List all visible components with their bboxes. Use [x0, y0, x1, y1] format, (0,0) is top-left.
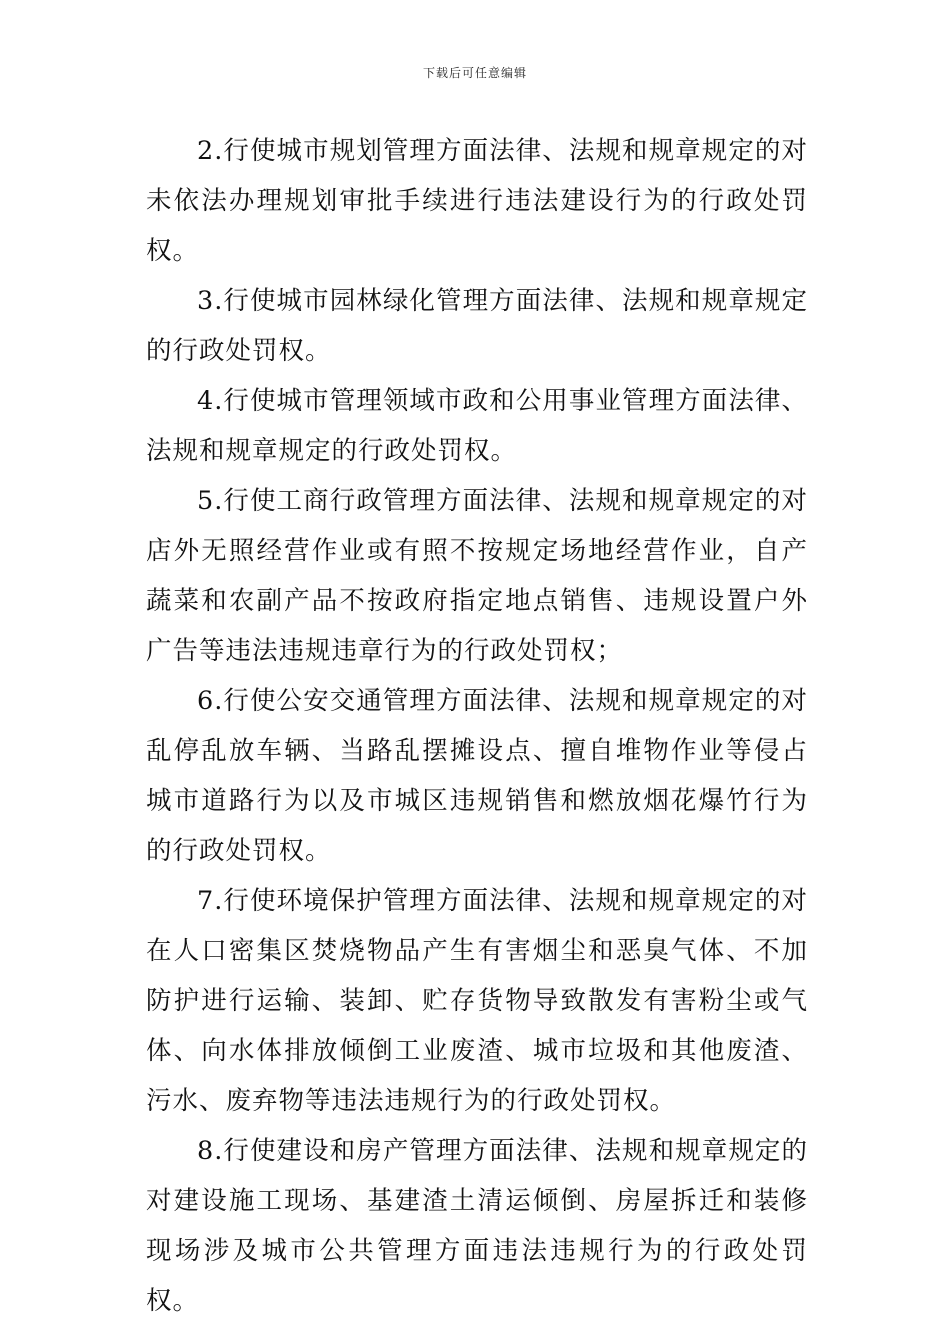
document-body: [146, 126, 808, 1326]
paragraph-item-7: 7.行使环境保护管理方面法律、法规和规章规定的对在人口密集区焚烧物品产生有害烟尘和恶臭气体、不加防护进行运输、装卸、贮存货物导致散发有害粉尘或气体、向水体排放倾倒工业废渣、城市垃圾和其他废渣、污水、废弃物等违法违规行为的行政处罚权。: [146, 886, 808, 1116]
header-note: 下载后可任意编辑: [422, 66, 527, 80]
paragraph-item-3: 3.行使城市园林绿化管理方面法律、法规和规章规定的行政处罚权。: [146, 286, 808, 366]
paragraph-item-2: 2.行使城市规划管理方面法律、法规和规章规定的对未依法办理规划审批手续进行违法建设行为的行政处罚权。: [146, 136, 808, 266]
paragraph-item-8: 8.行使建设和房产管理方面法律、法规和规章规定的对建设施工现场、基建渣土清运倾倒、房屋拆迁和装修现场涉及城市公共管理方面违法违规行为的行政处罚权。: [146, 1136, 808, 1316]
paragraph-item-4: 4.行使城市管理领域市政和公用事业管理方面法律、法规和规章规定的行政处罚权。: [146, 386, 808, 466]
paragraph-item-5: 5.行使工商行政管理方面法律、法规和规章规定的对店外无照经营作业或有照不按规定场地经营作业，自产蔬菜和农副产品不按政府指定地点销售、违规设置户外广告等违法违规违章行为的行政处罚权；: [146, 486, 808, 666]
paragraph-item-6: 6.行使公安交通管理方面法律、法规和规章规定的对乱停乱放车辆、当路乱摆摊设点、擅自堆物作业等侵占城市道路行为以及市城区违规销售和燃放烟花爆竹行为的行政处罚权。: [146, 686, 808, 866]
